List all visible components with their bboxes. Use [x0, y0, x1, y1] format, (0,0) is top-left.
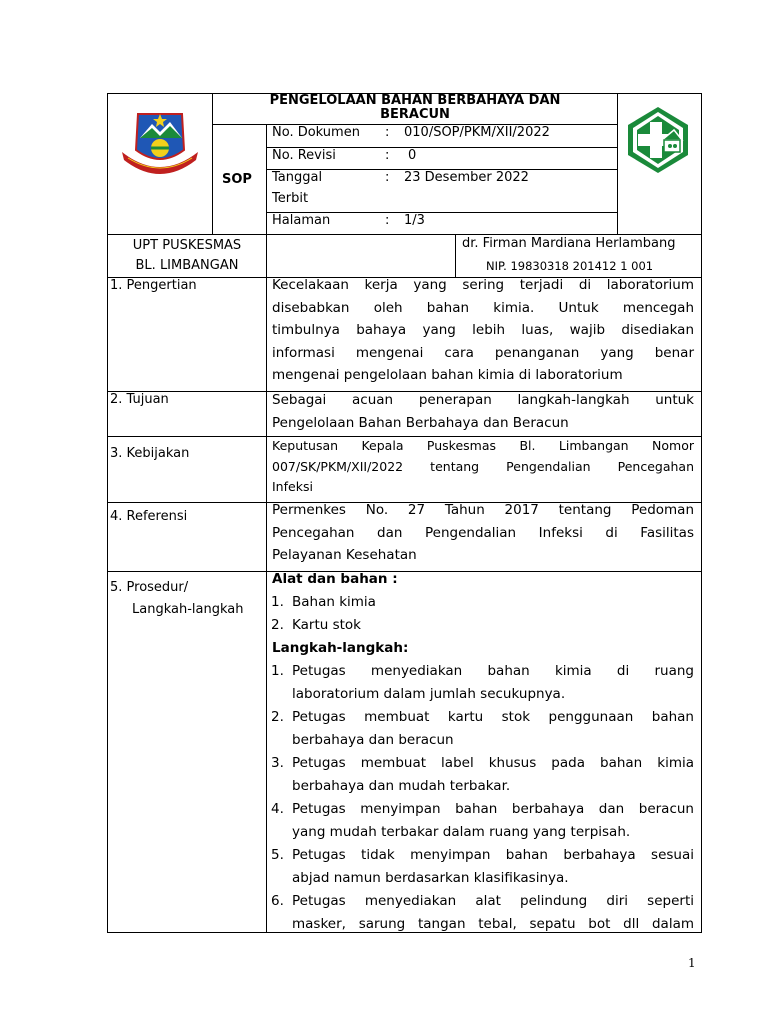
- langkah-heading: Langkah-langkah:: [272, 640, 409, 656]
- puskesmas-logo: [624, 104, 692, 176]
- org-name: UPT PUSKESMAS BL. LIMBANGAN: [132, 238, 242, 273]
- signer-name: dr. Firman Mardiana Herlambang: [462, 236, 676, 251]
- page-label: Halaman: [272, 213, 331, 228]
- section-label-tujuan: 2. Tujuan: [110, 392, 169, 407]
- step-text: Petugas menyediakan bahan kimia di ruang laboratorium dalam jumlah secukupnya.: [292, 663, 694, 702]
- section-text-tujuan: Sebagai acuan penerapan langkah-langkah untuk Pengelolaan Bahan Berbahaya dan Beracun: [272, 392, 694, 431]
- regional-emblem-logo: [118, 108, 202, 180]
- section-label-kebijakan: 3. Kebijakan: [110, 446, 190, 461]
- page-number: 1: [688, 956, 696, 970]
- alat-item-2: Kartu stok: [292, 617, 361, 633]
- step-text: Petugas membuat kartu stok penggunaan bahan berbahaya dan beracun: [292, 709, 694, 748]
- doc-number-label: No. Dokumen: [272, 125, 360, 140]
- step-text: Petugas tidak menyimpan bahan berbahaya sesuai abjad namun berdasarkan klasifikasinya.: [292, 847, 694, 886]
- revision-label: No. Revisi: [272, 148, 336, 163]
- sop-label: SOP: [222, 172, 252, 187]
- doc-number-value: 010/SOP/PKM/XII/2022: [404, 125, 550, 140]
- step-num: 2.: [271, 709, 284, 725]
- step-num: 3.: [271, 755, 284, 771]
- date-label: Tanggal: [272, 170, 323, 185]
- page-value: 1/3: [404, 213, 425, 228]
- section-text-pengertian: Kecelakaan kerja yang sering terjadi di laboratorium disebabkan oleh bahan kimia. Untuk mencegah timbulnya bahaya yang lebih luas, wajib disediakan informasi mengenai cara penanganan yang benar mengenai pengelolaan bahan kimia di laboratorium: [272, 277, 694, 383]
- alat-num-2: 2.: [271, 617, 284, 633]
- revision-sep: :: [385, 148, 390, 163]
- step-text: Petugas membuat label khusus pada bahan kimia berbahaya dan mudah terbakar.: [292, 755, 694, 794]
- alat-heading: Alat dan bahan :: [272, 571, 398, 587]
- step-num: 4.: [271, 801, 284, 817]
- alat-num-1: 1.: [271, 594, 284, 610]
- section-text-kebijakan: Keputusan Kepala Puskesmas Bl. Limbangan Nomor 007/SK/PKM/XII/2022 tentang Pengendalian Pencegahan Infeksi: [272, 438, 694, 494]
- date-label-2: Terbit: [272, 191, 309, 206]
- step-num: 5.: [271, 847, 284, 863]
- doc-number-sep: :: [385, 125, 390, 140]
- section-label-pengertian: 1. Pengertian: [110, 278, 197, 293]
- step-text: Petugas menyimpan bahan berbahaya dan beracun yang mudah terbakar dalam ruang yang terpisah.: [292, 801, 694, 840]
- page-sep: :: [385, 213, 390, 228]
- date-value: 23 Desember 2022: [404, 170, 529, 185]
- alat-item-1: Bahan kimia: [292, 594, 376, 610]
- step-num: 1.: [271, 663, 284, 679]
- signer-nip: NIP. 19830318 201412 1 001: [486, 259, 654, 273]
- section-text-referensi: Permenkes No. 27 Tahun 2017 tentang Pedoman Pencegahan dan Pengendalian Infeksi di Fasilitas Pelayanan Kesehatan: [272, 502, 694, 563]
- step-num: 6.: [271, 893, 284, 909]
- revision-value: 0: [408, 148, 417, 163]
- section-label-referensi: 4. Referensi: [110, 509, 188, 524]
- document-title: PENGELOLAAN BAHAN BERBAHAYA DAN BERACUN: [269, 93, 561, 122]
- step-text: Petugas menyediakan alat pelindung diri seperti masker, sarung tangan tebal, sepatu bot dll dalam: [292, 893, 694, 932]
- section-label-prosedur: 5. Prosedur/ Langkah-langkah: [110, 580, 244, 617]
- date-sep: :: [385, 170, 390, 185]
